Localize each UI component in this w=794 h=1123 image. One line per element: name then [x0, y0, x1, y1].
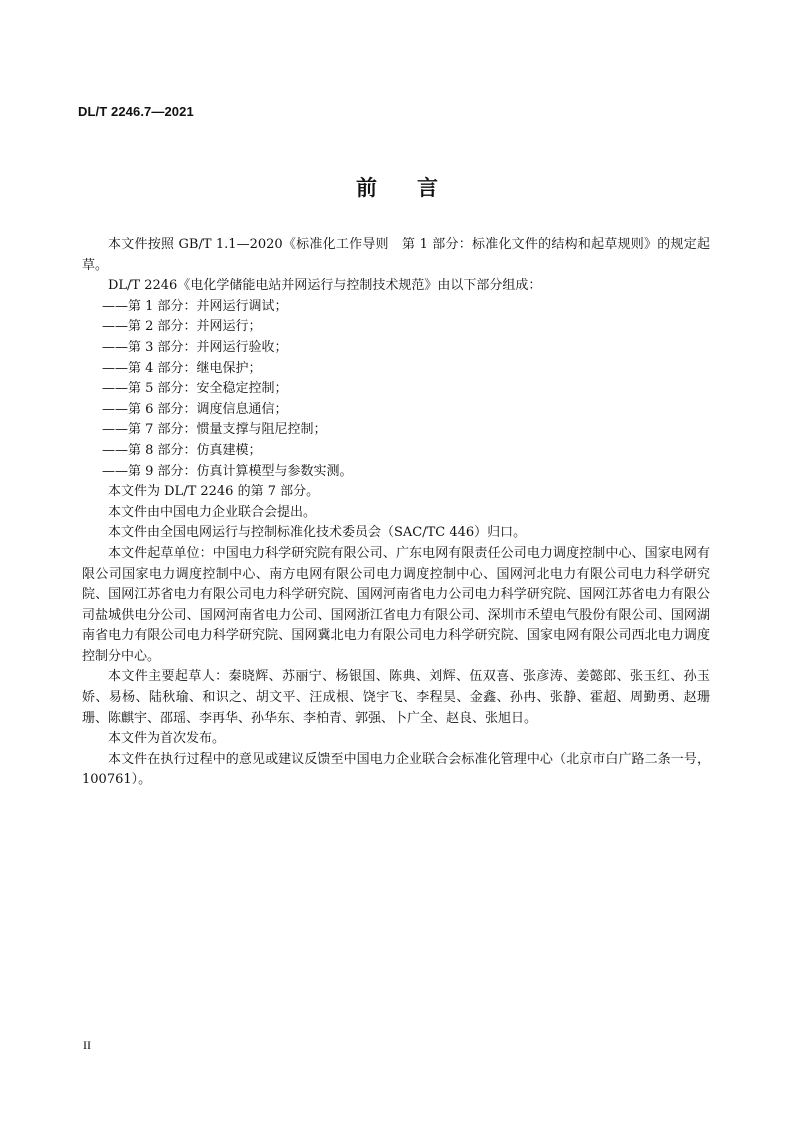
paragraph-drafting-units: 本文件起草单位：中国电力科学研究院有限公司、广东电网有限责任公司电力调度控制中心、国家电网有限公司国家电力调度控制中心、南方电网有限公司电力调度控制中心、国网河北电力有限公司电力科学研究院、国网江苏省电力有限公司电力科学研究院、国网河南省电力公司电力科学研究院、国网江苏省电力有限公司盐城供电分公司、国网河南省电力公司、国网浙江省电力有限公司、深圳市禾望电气股份有限公司、国网湖南省电力有限公司电力科学研究院、国网冀北电力有限公司电力科学研究院、国家电网有限公司西北电力调度控制分中心。: [82, 545, 710, 664]
paragraph-first-release: 本文件为首次发布。: [108, 731, 226, 747]
paragraph-proposed-by: 本文件由中国电力企业联合会提出。: [108, 504, 317, 520]
parts-list: [82, 297, 710, 482]
list-item: ——第 9 部分：仿真计算模型与参数实测。: [102, 463, 353, 479]
list-item: ——第 6 部分：调度信息通信；: [102, 401, 288, 417]
list-item: ——第 7 部分：惯量支撑与阻尼控制；: [102, 422, 327, 438]
list-item: ——第 5 部分：安全稳定控制；: [102, 381, 288, 397]
paragraph-drafting-basis: 本文件按照 GB/T 1.1—2020《标准化工作导则 第 1 部分：标准化文件的结构和起草规则》的规定起草。: [82, 237, 710, 273]
list-item: ——第 1 部分：并网运行调试；: [102, 298, 288, 314]
paragraph-parts-intro: DL/T 2246《电化学储能电站并网运行与控制技术规范》由以下部分组成：: [108, 278, 542, 294]
list-item: ——第 8 部分：仿真建模；: [102, 442, 262, 458]
page-number: II: [83, 1038, 91, 1052]
paragraph-committee: 本文件由全国电网运行与控制标准化技术委员会（SAC/TC 446）归口。: [108, 525, 527, 541]
document-code: DL/T 2246.7—2021: [78, 104, 194, 119]
list-item: ——第 2 部分：并网运行；: [102, 319, 262, 335]
paragraph-this-part: 本文件为 DL/T 2246 的第 7 部分。: [108, 484, 320, 500]
list-item: ——第 4 部分：继电保护；: [102, 360, 262, 376]
list-item: ——第 3 部分：并网运行验收；: [102, 339, 288, 355]
foreword-body: [82, 235, 710, 791]
paragraph-drafters: 本文件主要起草人：秦晓辉、苏丽宁、杨银国、陈典、刘辉、伍双喜、张彦涛、姜懿郎、张玉红、孙玉娇、易杨、陆秋瑜、和识之、胡文平、汪成根、饶宇飞、李程昊、金鑫、孙冉、张静、霍超、周勤勇、赵珊珊、陈麒宇、邵瑶、李再华、孙华东、李柏青、郭强、卜广全、赵良、张旭日。: [82, 669, 710, 726]
page-title: 前言: [356, 176, 478, 200]
paragraph-feedback: 本文件在执行过程中的意见或建议反馈至中国电力企业联合会标准化管理中心（北京市白广路二条一号，100761）。: [82, 751, 710, 788]
